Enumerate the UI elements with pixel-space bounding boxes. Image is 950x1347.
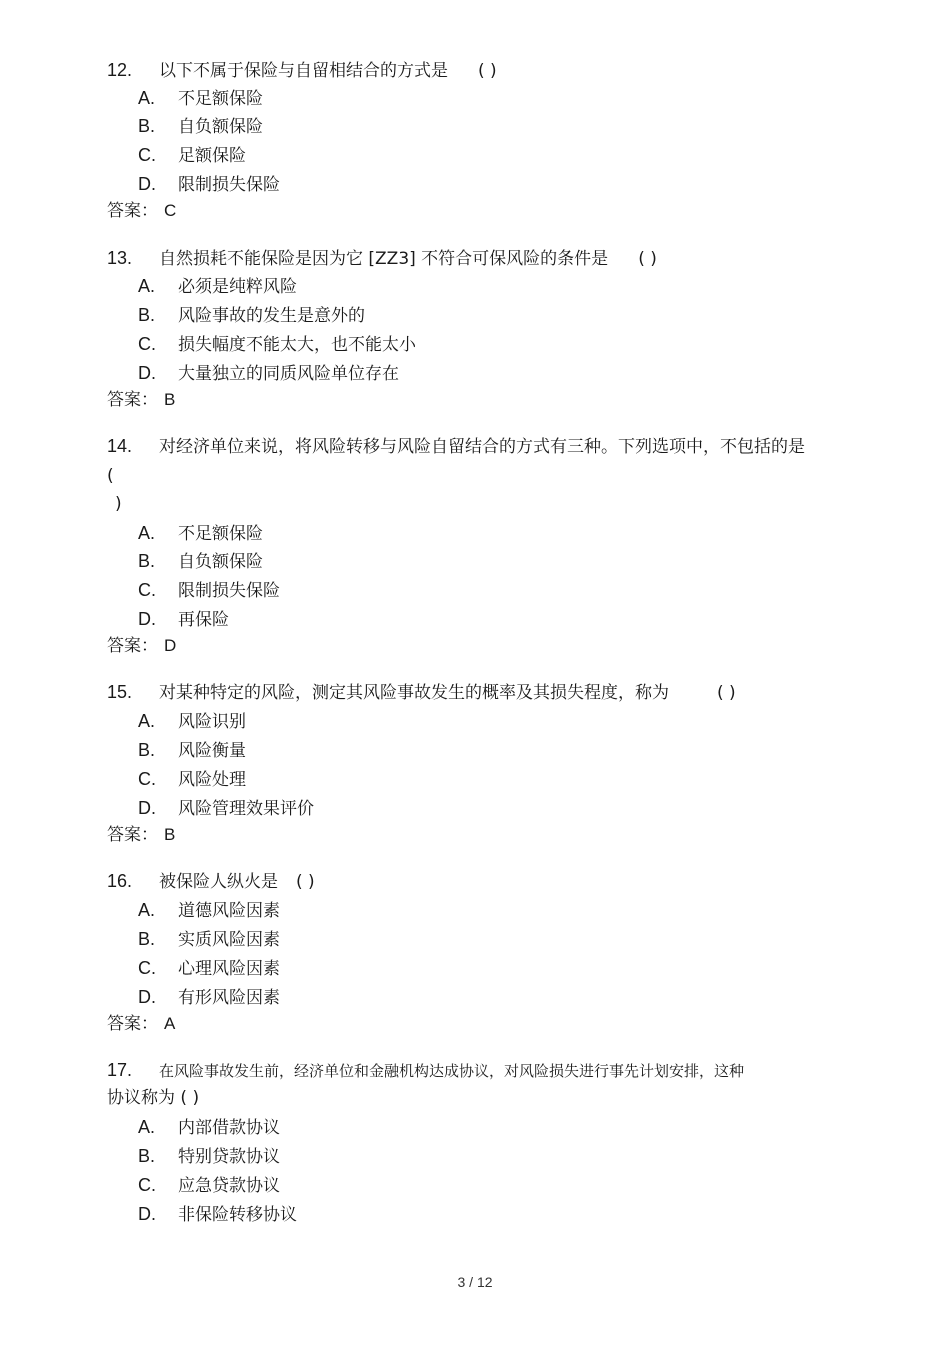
- option-b: B. 风险衡量: [138, 740, 246, 761]
- option-c: C. 应急贷款协议: [138, 1175, 280, 1196]
- option-b: B. 自负额保险: [138, 116, 263, 137]
- option-b: B. 特别贷款协议: [138, 1146, 280, 1167]
- option-c: C. 心理风险因素: [138, 958, 280, 979]
- question-17: [107, 1060, 744, 1081]
- question-number: 13.: [107, 248, 133, 268]
- page-number: 3 / 12: [457, 1274, 493, 1290]
- answer-value: D: [164, 636, 177, 655]
- question-12: [107, 60, 497, 81]
- question-text: 对某种特定的风险，测定其风险事故发生的概率及其损失程度，称为: [159, 683, 669, 703]
- answer-blank: ( ): [478, 61, 497, 81]
- option-d: D. 非保险转移协议: [138, 1204, 297, 1225]
- question-text: 被保险人纵火是: [159, 872, 278, 892]
- option-d: D. 风险管理效果评价: [138, 798, 314, 819]
- question-continuation: ): [115, 494, 122, 514]
- question-text: 自然损耗不能保险是因为它 [ZZ3] 不符合可保风险的条件是: [159, 249, 609, 269]
- answer-value: B: [164, 825, 176, 844]
- option-a: A. 内部借款协议: [138, 1117, 280, 1138]
- option-b: B. 自负额保险: [138, 551, 263, 572]
- option-a: A. 必须是纯粹风险: [138, 276, 297, 297]
- option-c: C. 限制损失保险: [138, 580, 280, 601]
- option-a: A. 不足额保险: [138, 88, 263, 109]
- answer-value: A: [164, 1014, 176, 1033]
- option-c: C. 足额保险: [138, 145, 246, 166]
- question-number: 12.: [107, 60, 133, 80]
- question-number: 16.: [107, 871, 133, 891]
- question-text: 在风险事故发生前，经济单位和金融机构达成协议，对风险损失进行事先计划安排，这种: [159, 1062, 745, 1080]
- option-b: B. 风险事故的发生是意外的: [138, 305, 365, 326]
- option-d: D. 大量独立的同质风险单位存在: [138, 363, 399, 384]
- question-number: 15.: [107, 682, 133, 702]
- answer-line: 答案： B: [107, 825, 176, 845]
- answer-line: 答案： C: [107, 201, 177, 221]
- option-c: C. 损失幅度不能太大，也不能太小: [138, 334, 416, 355]
- option-a: A. 风险识别: [138, 711, 246, 732]
- option-c: C. 风险处理: [138, 769, 246, 790]
- question-text: 对经济单位来说，将风险转移与风险自留结合的方式有三种。下列选项中，不包括的是: [159, 437, 805, 457]
- question-15: [107, 682, 736, 703]
- option-b: B. 实质风险因素: [138, 929, 280, 950]
- option-d: D. 限制损失保险: [138, 174, 280, 195]
- question-14: [107, 436, 805, 457]
- option-d: D. 有形风险因素: [138, 987, 280, 1008]
- question-continuation: (: [107, 466, 114, 486]
- option-a: A. 不足额保险: [138, 523, 263, 544]
- answer-blank: ( ): [296, 872, 315, 892]
- answer-value: C: [164, 201, 177, 220]
- question-13: [107, 248, 657, 269]
- question-number: 17.: [107, 1060, 133, 1080]
- answer-value: B: [164, 390, 176, 409]
- question-text: 以下不属于保险与自留相结合的方式是: [159, 61, 448, 81]
- question-16: [107, 871, 315, 892]
- question-number: 14.: [107, 436, 133, 456]
- answer-line: 答案： A: [107, 1014, 176, 1034]
- question-continuation: 协议称为 ( ): [107, 1088, 200, 1108]
- option-a: A. 道德风险因素: [138, 900, 280, 921]
- answer-line: 答案： B: [107, 390, 176, 410]
- answer-blank: ( ): [717, 683, 736, 703]
- option-d: D. 再保险: [138, 609, 229, 630]
- answer-line: 答案： D: [107, 636, 177, 656]
- answer-blank: ( ): [638, 249, 657, 269]
